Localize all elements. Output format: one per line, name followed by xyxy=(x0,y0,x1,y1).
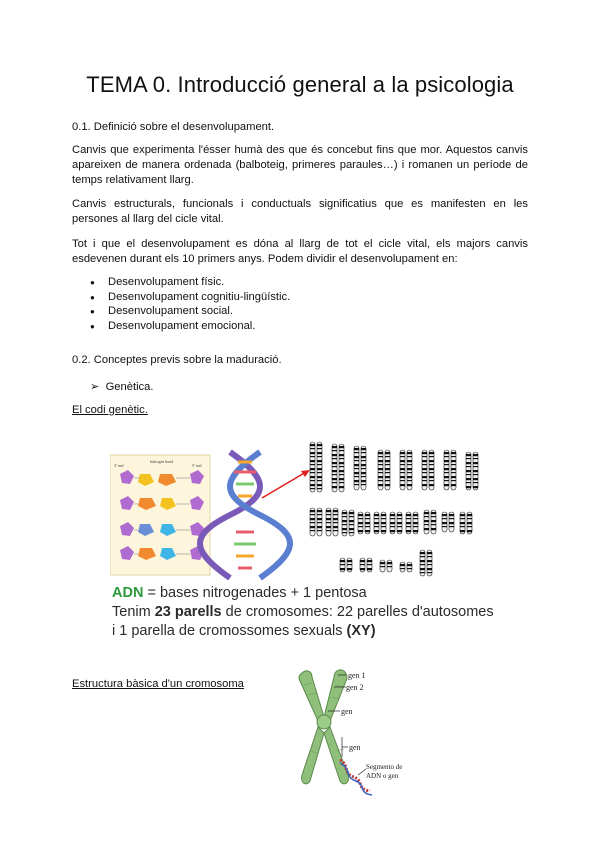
gen-label-a: gen xyxy=(341,707,353,716)
caption-line-3-a: i 1 parella de cromossomes sexuals xyxy=(112,623,347,639)
gen1-label: gen 1 xyxy=(348,671,366,680)
caption-line-2-b: de cromosomes: 22 parelles d'autosomes xyxy=(221,604,494,620)
chromosome-pair-icon xyxy=(378,450,390,490)
caption-adn: ADN xyxy=(112,585,144,601)
chromosome-pair-icon xyxy=(400,450,412,490)
caption-line-1 xyxy=(112,584,494,603)
paragraph-development: Tot i que el desenvolupament es dóna al llarg de tot el cicle vital, els majors canvis esdevenen durant els 10 primers anys. Podem dividir el desenvolupament en: xyxy=(72,238,528,265)
chromosome-pair-icon xyxy=(354,446,366,490)
chromosome-pair-icon xyxy=(406,512,418,534)
chromosome-pair-icon xyxy=(332,444,344,492)
caption-line-3 xyxy=(112,622,494,641)
paragraph-definition: Canvis que experimenta l'ésser humà des que és concebut fins que mor. Aquestos canvis apareixen de manera ordenada (balboteig, primeres paraules…) i romanen un període de temps relativament llarg. xyxy=(72,144,528,186)
list-item: ● Desenvolupament físic. xyxy=(90,276,290,291)
genetic-code-figure xyxy=(110,440,490,580)
section-heading-2: 0.2. Conceptes previs sobre la maduració. xyxy=(72,354,282,366)
chromosome-pair-icon xyxy=(326,508,338,536)
chromosome-pair-icon xyxy=(400,562,412,572)
chromosome-pair-icon xyxy=(442,512,454,532)
page-title: TEMA 0. Introducció general a la psicologia xyxy=(86,72,514,97)
arrow-bullet-icon: ➢ xyxy=(90,381,100,393)
caption-line-2 xyxy=(112,603,494,622)
subheading-genetic-code: El codi genètic. xyxy=(72,404,148,416)
caption-line-2-bold: 23 parells xyxy=(154,604,222,620)
karyotype-icon xyxy=(310,442,478,576)
chromosome-pair-icon xyxy=(360,558,372,572)
nucleotide-diagram xyxy=(110,455,210,575)
figure-caption xyxy=(112,584,494,641)
dna-helix-icon xyxy=(200,452,290,578)
chromosome-pair-icon xyxy=(310,508,322,536)
nitrogen-bond-label: hidrogen bond xyxy=(150,459,174,464)
end-left-label: 3' end xyxy=(114,463,124,468)
section-heading-1: 0.1. Definició sobre el desenvolupament. xyxy=(72,121,275,133)
segment-label-1: Segmento de xyxy=(366,763,403,771)
paragraph-changes: Canvis estructurals, funcionals i conductuals significatius que es manifesten en les persones al llarg del cicle vital. xyxy=(72,198,528,225)
chromosome-pair-icon xyxy=(460,512,472,534)
genetics-item xyxy=(90,380,153,393)
list-item: ● Desenvolupament cognitiu-lingüístic. xyxy=(90,291,290,306)
chromosome-diagram xyxy=(280,665,430,805)
end-right-label: 5' end xyxy=(192,463,202,468)
subheading-chromosome: Estructura bàsica d'un cromosoma xyxy=(72,678,244,690)
caption-line-2-a: Tenim xyxy=(112,604,155,620)
chromosome-pair-icon xyxy=(422,450,434,490)
chromosome-pair-icon xyxy=(380,560,392,572)
chromosome-pair-icon xyxy=(342,510,354,536)
chromosome-pair-icon xyxy=(390,512,402,534)
chromosome-pair-icon xyxy=(310,442,322,492)
gen-label-b: gen xyxy=(349,743,361,752)
chromosome-pair-icon xyxy=(420,550,432,576)
caption-line-1-text: = bases nitrogenades + 1 pentosa xyxy=(143,585,367,601)
segment-label-2: ADN o gen xyxy=(366,772,399,780)
gen2-label: gen 2 xyxy=(346,683,364,692)
list-item: ● Desenvolupament social. xyxy=(90,305,290,320)
chromosome-pair-icon xyxy=(358,512,370,534)
development-list xyxy=(90,276,290,334)
pointer-arrow xyxy=(262,472,306,498)
chromosome-pair-icon xyxy=(466,452,478,490)
list-item: ● Desenvolupament emocional. xyxy=(90,320,290,335)
genetics-label: Genètica. xyxy=(105,381,154,393)
chromosome-pair-icon xyxy=(340,558,352,572)
chromosome-pair-icon xyxy=(424,510,436,534)
chromosome-pair-icon xyxy=(374,512,386,534)
caption-line-3-bold: (XY) xyxy=(346,623,376,639)
chromosome-pair-icon xyxy=(444,450,456,490)
